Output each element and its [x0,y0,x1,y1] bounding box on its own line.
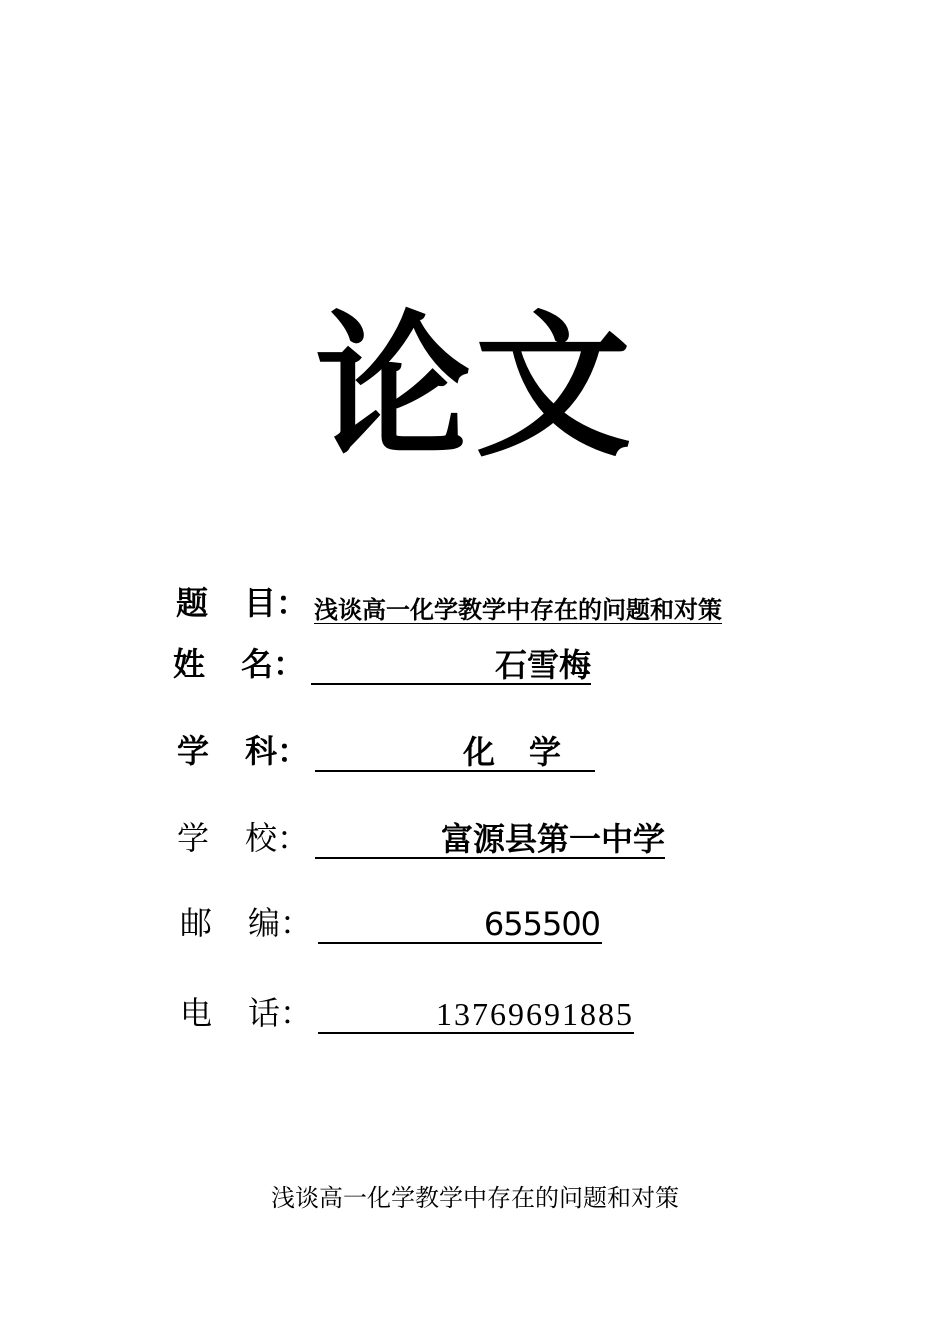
title-field [176,578,722,624]
footer-title: 浅谈高一化学教学中存在的问题和对策 [271,1184,679,1212]
phone-label-char-2: 话： [248,994,313,1032]
phone-field [180,988,634,1034]
subject-label-char-1: 学 [177,732,210,770]
name-field [173,639,591,685]
title-value: 浅谈高一化学教学中存在的问题和对策 [314,594,723,624]
postcode-label-char-1: 邮 [180,904,213,942]
postcode-label-char-2: 编： [248,904,313,942]
name-label-char-2: 名： [241,645,306,683]
name-label [173,639,305,685]
postcode-label [180,898,312,944]
name-label-char-1: 姓 [173,645,206,683]
title-label [176,578,308,624]
title-label-char-2: 目： [244,584,309,622]
postcode-value: 655500 [318,908,602,944]
school-label [177,813,309,859]
subject-label [177,726,309,772]
phone-label [180,988,312,1034]
phone-value: 13769691885 [318,998,634,1034]
name-value: 石雪梅 [311,649,591,685]
cover-heading: 论文 [315,295,635,478]
school-label-char-1: 学 [177,819,210,857]
school-field [177,813,665,859]
phone-label-char-1: 电 [180,994,213,1032]
subject-value: 化学 [315,736,595,772]
school-label-char-2: 校： [245,819,310,857]
subject-label-char-2: 科： [245,732,310,770]
title-label-char-1: 题 [176,584,209,622]
school-value: 富源县第一中学 [315,823,665,859]
postcode-field [180,898,602,944]
subject-field [177,726,595,772]
